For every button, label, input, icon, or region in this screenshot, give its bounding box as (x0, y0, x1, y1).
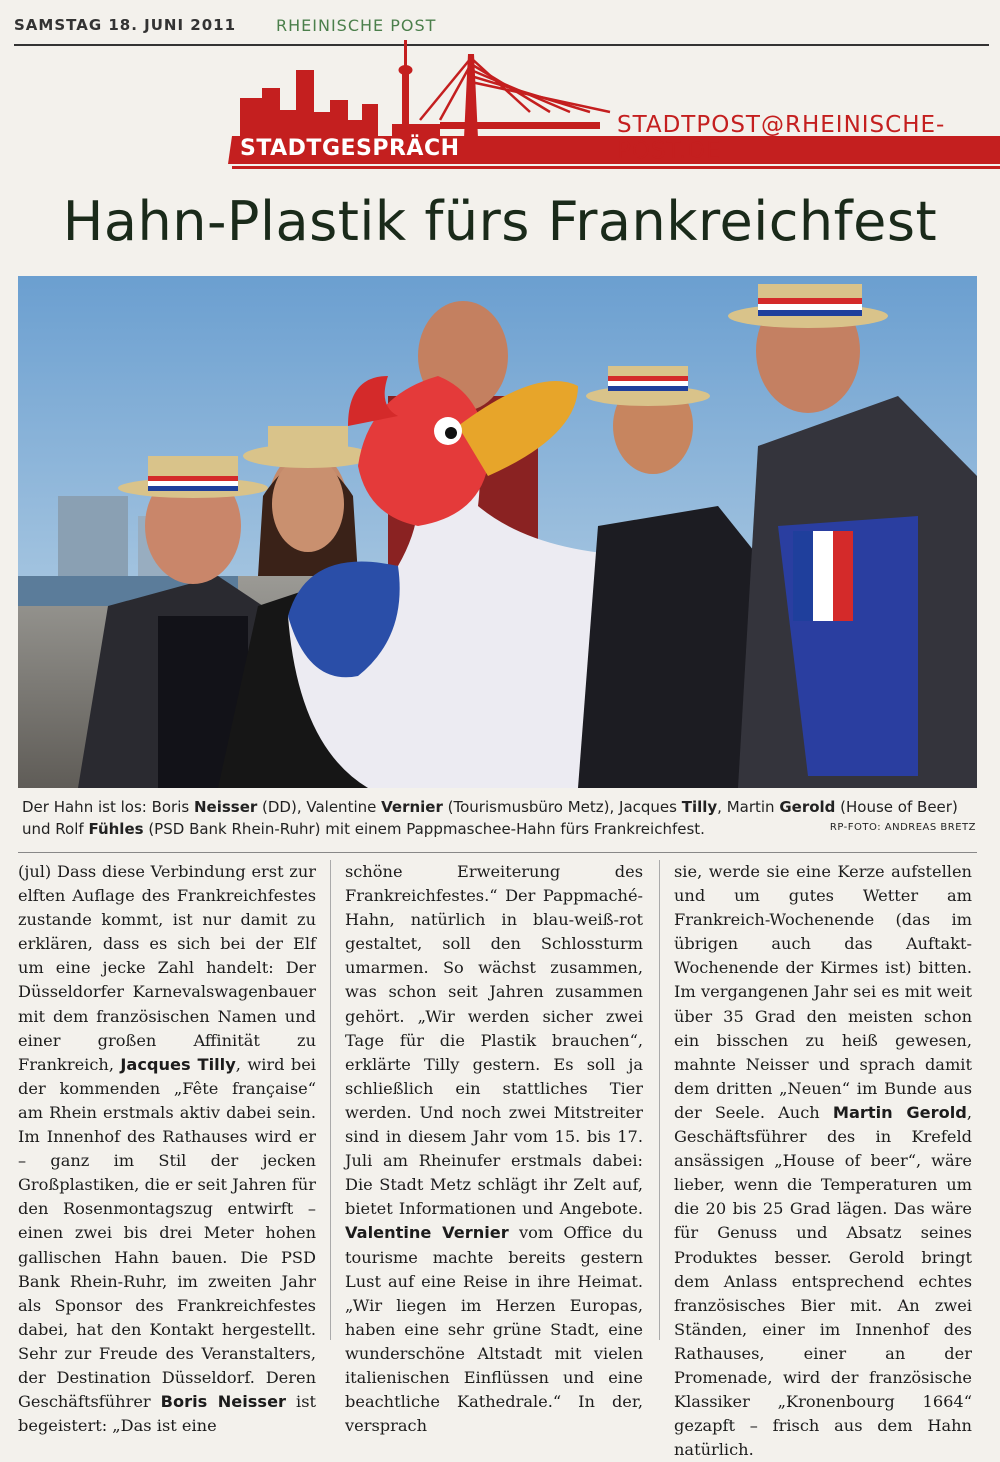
body-text: vom Office du tourisme machte bereits gestern Lust auf eine Reise in ihre Heimat. „Wir liegen im Herzen Europas, haben eine sehr grüne Stadt, eine wunderschöne Altstadt mit vielen italienischen Einflüssen und eine beachtliche Kathedrale.“ In der, versprach (345, 1223, 643, 1436)
article-column-1 (18, 860, 316, 1438)
body-text: , wird bei der kommenden „Fête française“ am Rhein erstmals aktiv dabei sein. Im Innenhof des Rathauses wird er – ganz im Stil der jecken Großplastiken, die er seit Jahren für den Rosenmontagszug entwirft – einen zwei bis drei Meter hohen gallischen Hahn bauen. Die PSD Bank Rhein-Ruhr, im zweiten Jahr als Sponsor des Frankreichfestes dabei, hat den Kontakt hergestellt. Sehr zur Freude des Veranstalters, der Destination Düsseldorf. Deren Geschäftsführer (18, 1054, 316, 1412)
body-text: sie, werde sie eine Kerze aufstellen und um gutes Wetter am Frankreich-Wochenende (das im übrigen auch das Auftakt-Wochenende der Kirmes ist) bitten. Im vergangenen Jahr sei es mit weit über 35 Grad den meisten schon ein bisschen zu heiß gewesen, mahnte Neisser und sprach damit dem dritten „Neuen“ im Bunde aus der Seele. Auch (674, 862, 972, 1122)
caption-text: (DD), Valentine (257, 798, 382, 816)
caption-text: Der Hahn ist los: Boris (22, 798, 194, 816)
divider (18, 852, 977, 853)
body-text: , Geschäftsführer des in Krefeld ansässigen „House of beer“, wäre lieber, wenn die Temperaturen um die 20 bis 25 Grad lägen. Das wäre für Genuss und Absatz seines Produktes besser. Gerold bringt dem Anlass entsprechend echtes französisches Bier mit. An zwei Ständen, einer im Innenhof des Rathauses, einer an der Promenade, wird der französische Klassiker „Kronenbourg 1664“ gezapft – frisch aus dem Hahn natürlich. (674, 1102, 972, 1460)
bold-name: Jacques Tilly (120, 1054, 236, 1074)
section-title: STADTGESPRÄCH (240, 136, 460, 161)
paper-name: RHEINISCHE POST (276, 16, 437, 35)
body-text: ist begeistert: „Das ist eine (18, 1392, 317, 1436)
headline: Hahn-Plastik fürs Frankreichfest (62, 190, 938, 253)
section-banner (0, 40, 1000, 170)
caption-name: Fühles (88, 820, 144, 838)
article-photo (18, 276, 977, 788)
caption-name: Gerold (779, 798, 836, 816)
caption-name: Vernier (381, 798, 443, 816)
bold-name: Valentine Vernier (345, 1223, 509, 1243)
bold-name: Martin Gerold (832, 1102, 967, 1122)
caption-name: Tilly (681, 798, 718, 816)
article-column-3 (674, 860, 972, 1462)
caption-text: (PSD Bank Rhein-Ruhr) mit einem Pappmaschee-Hahn fürs Frankreichfest. (143, 820, 705, 838)
caption-text: , Martin (717, 798, 780, 816)
body-text: (jul) Dass diese Verbindung erst zur elften Auflage des Frankreichfestes zustande kommt, ist nur damit zu erklären, dass es sich bei der Elf um eine jecke Zahl handelt: Der Düsseldorfer Karnevalswagenbauer mit dem französischen Namen und einer großen Affinität zu Frankreich, (18, 862, 316, 1074)
dateline: SAMSTAG 18. JUNI 2011 (14, 16, 237, 34)
caption-name: Neisser (193, 798, 258, 816)
caption-text: (Tourismusbüro Metz), Jacques (442, 798, 682, 816)
photo-caption (22, 796, 977, 840)
caption-text: (House of Beer) (835, 798, 958, 816)
column-divider (659, 860, 660, 1340)
section-email[interactable]: STADTPOST@RHEINISCHE-POST.DE (617, 112, 946, 164)
bold-name: Boris Neisser (160, 1392, 287, 1412)
body-text: schöne Erweiterung des Frankreichfestes.“ Der Pappmaché-Hahn, natürlich in blau-weiß-rot gestaltet, soll den Schlossturm umarmen. So wächst zusammen, was schon seit Jahren zusammen gehört. „Wir werden sicher zwei Tage für die Plastik brauchen“, erklärte Tilly gestern. Es soll ja schließlich ein stattliches Tier werden. Und noch zwei Mitstreiter sind in diesem Jahr vom 15. bis 17. Juli am Rheinufer erstmals dabei: Die Stadt Metz schlägt ihr Zelt auf, bietet Informationen und Angebote. (345, 862, 643, 1219)
photo-illustration (18, 276, 977, 788)
column-divider (330, 860, 331, 1340)
caption-text: und Rolf (22, 820, 89, 838)
photo-credit: RP-FOTO: ANDREAS BRETZ (829, 822, 976, 833)
article-column-2 (345, 860, 643, 1438)
